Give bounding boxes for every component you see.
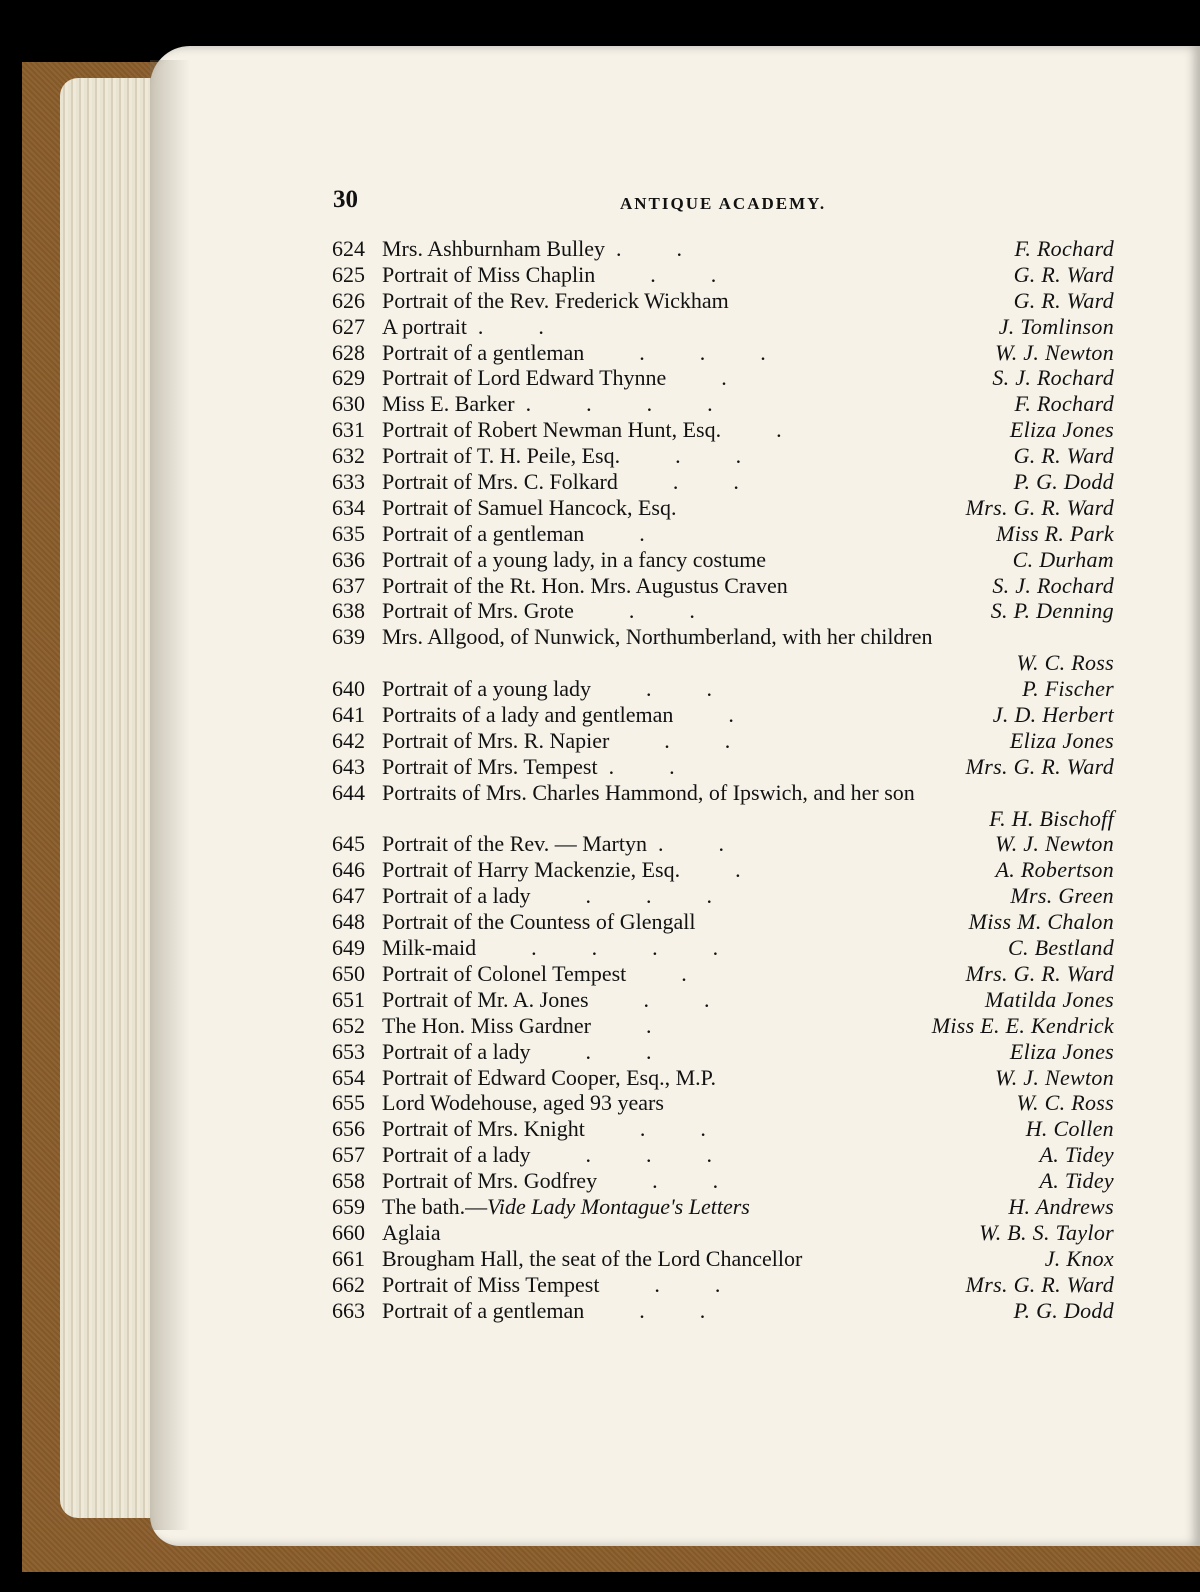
entry-number: 650 (332, 960, 365, 986)
entry-title: Portrait of Mrs. Tempest . . (382, 753, 675, 779)
entry-title: Portrait of Robert Newman Hunt, Esq. . (382, 417, 782, 443)
entry-title: Milk-maid . . . . (382, 935, 719, 961)
entry-artist: Eliza Jones (1009, 417, 1114, 443)
entry-artist: W. J. Newton (995, 1064, 1114, 1090)
entry-artist: Miss R. Park (996, 520, 1114, 546)
entry-title: Portrait of a lady . . (382, 1038, 652, 1064)
entry-artist: F. Rochard (1014, 236, 1114, 261)
entry-number: 658 (332, 1168, 365, 1194)
entry-number: 662 (332, 1271, 365, 1297)
entry-title: Portrait of a gentleman . (382, 520, 645, 546)
catalogue-entry (332, 806, 1114, 832)
entry-artist: H. Collen (1025, 1116, 1114, 1142)
catalogue-entry (332, 1246, 1114, 1272)
entry-number: 629 (332, 365, 365, 391)
entry-title: Portrait of a young lady, in a fancy costume (382, 546, 767, 572)
catalogue-entry (332, 573, 1114, 599)
catalogue-entry (332, 624, 1114, 650)
entry-title: Portrait of the Rev. — Martyn . . (382, 831, 724, 857)
entry-title: Portrait of the Rev. Frederick Wickham (382, 287, 729, 313)
entry-artist: S. J. Rochard (992, 365, 1114, 391)
entry-number: 660 (332, 1219, 365, 1245)
entry-number: 647 (332, 883, 365, 909)
entry-artist: Mrs. Green (1010, 883, 1114, 909)
entry-artist: C. Durham (1012, 546, 1114, 572)
catalogue-entry (332, 521, 1114, 547)
entry-title: Portrait of Miss Tempest . . (382, 1271, 721, 1297)
entry-artist: J. Knox (1044, 1245, 1114, 1271)
entry-artist: W. J. Newton (995, 831, 1114, 857)
entry-title: Portrait of a young lady . . (382, 676, 712, 702)
catalogue-entry (332, 1013, 1114, 1039)
entry-artist: Mrs. G. R. Ward (965, 494, 1114, 520)
entry-number: 640 (332, 676, 365, 702)
entry-artist: W. C. Ross (1016, 1090, 1114, 1116)
running-head: ANTIQUE ACADEMY. (620, 194, 827, 213)
entry-artist: W. B. S. Taylor (979, 1219, 1114, 1245)
catalogue-entry (332, 1298, 1114, 1324)
entry-title: Portrait of a lady . . . (382, 1142, 712, 1168)
catalogue-entry (332, 443, 1114, 469)
catalogue-entry (332, 1194, 1114, 1220)
entry-number: 659 (332, 1193, 365, 1219)
entry-title: Portrait of Harry Mackenzie, Esq. . (382, 857, 741, 883)
entry-artist: G. R. Ward (1013, 443, 1114, 469)
entry-artist: F. H. Bischoff (989, 805, 1114, 831)
entry-title: Portrait of a gentleman . . (382, 1297, 706, 1323)
catalogue-entry (332, 1065, 1114, 1091)
entry-number: 657 (332, 1142, 365, 1168)
entry-artist: C. Bestland (1008, 935, 1114, 961)
entry-title: Portrait of Colonel Tempest . (382, 960, 687, 986)
entry-artist: Miss M. Chalon (968, 909, 1114, 935)
catalogue-list (332, 236, 1114, 1323)
entry-number: 655 (332, 1090, 365, 1116)
entry-title: Portrait of Mrs. R. Napier . . (382, 727, 731, 753)
catalogue-entry (332, 288, 1114, 314)
entry-title: Portrait of the Countess of Glengall (382, 909, 696, 935)
catalogue-entry (332, 1039, 1114, 1065)
entry-title: Portrait of Miss Chaplin . . (382, 261, 717, 287)
entry-number: 649 (332, 935, 365, 961)
catalogue-entry (332, 391, 1114, 417)
catalogue-entry (332, 365, 1114, 391)
entry-number: 652 (332, 1012, 365, 1038)
entry-number: 633 (332, 469, 365, 495)
entry-number: 663 (332, 1297, 365, 1323)
catalogue-entry (332, 780, 1114, 806)
entry-number: 626 (332, 287, 365, 313)
entry-title: Mrs. Allgood, of Nunwick, Northumberland, with her children (382, 624, 933, 650)
catalogue-entry (332, 314, 1114, 340)
entry-number: 648 (332, 909, 365, 935)
entry-artist: J. D. Herbert (992, 702, 1114, 728)
catalogue-entry (332, 650, 1114, 676)
entry-artist: G. R. Ward (1013, 287, 1114, 313)
entry-number: 661 (332, 1245, 365, 1271)
entry-artist: F. Rochard (1014, 391, 1114, 417)
entry-number: 645 (332, 831, 365, 857)
entry-number: 635 (332, 520, 365, 546)
catalogue-entry (332, 495, 1114, 521)
entry-title: Portrait of Lord Edward Thynne . (382, 365, 727, 391)
entry-number: 634 (332, 494, 365, 520)
catalogue-entry (332, 702, 1114, 728)
page-number: 30 (333, 186, 358, 213)
catalogue-entry (332, 961, 1114, 987)
entry-title: Portrait of T. H. Peile, Esq. . . (382, 443, 742, 469)
entry-artist: W. J. Newton (995, 339, 1114, 365)
catalogue-entry (332, 1220, 1114, 1246)
entry-number: 631 (332, 417, 365, 443)
entry-artist: A. Tidey (1039, 1142, 1114, 1168)
catalogue-entry (332, 987, 1114, 1013)
entry-title-italic: Vide Lady Montague's Letters (487, 1193, 750, 1219)
entry-title: The bath.— (382, 1193, 488, 1219)
entry-title: The Hon. Miss Gardner . (382, 1012, 652, 1038)
entry-number: 639 (332, 624, 365, 650)
catalogue-entry (332, 1116, 1114, 1142)
entry-title: Portrait of Samuel Hancock, Esq. (382, 494, 677, 520)
entry-number: 646 (332, 857, 365, 883)
entry-artist: P. G. Dodd (1013, 1297, 1114, 1323)
entry-artist: Eliza Jones (1009, 1038, 1114, 1064)
entry-title: Portraits of a lady and gentleman . (382, 702, 734, 728)
catalogue-entry (332, 935, 1114, 961)
entry-number: 627 (332, 313, 365, 339)
entry-title: Brougham Hall, the seat of the Lord Chancellor (382, 1245, 803, 1271)
entry-title: Portraits of Mrs. Charles Hammond, of Ipswich, and her son (382, 779, 915, 805)
catalogue-entry (332, 1090, 1114, 1116)
entry-artist: H. Andrews (1008, 1193, 1114, 1219)
entry-artist: Miss E. E. Kendrick (931, 1012, 1114, 1038)
entry-artist: P. G. Dodd (1013, 469, 1114, 495)
catalogue-entry (332, 417, 1114, 443)
entry-title: Portrait of Edward Cooper, Esq., M.P. (382, 1064, 716, 1090)
entry-title: Portrait of the Rt. Hon. Mrs. Augustus Craven (382, 572, 788, 598)
entry-title: Portrait of Mrs. Knight . . (382, 1116, 706, 1142)
entry-number: 643 (332, 753, 365, 779)
catalogue-entry (332, 236, 1114, 262)
entry-number: 642 (332, 727, 365, 753)
entry-number: 651 (332, 986, 365, 1012)
entry-artist: Eliza Jones (1009, 727, 1114, 753)
catalogue-entry (332, 340, 1114, 366)
entry-artist: J. Tomlinson (998, 313, 1114, 339)
entry-artist: P. Fischer (1022, 676, 1114, 702)
entry-artist: S. J. Rochard (992, 572, 1114, 598)
entry-number: 641 (332, 702, 365, 728)
entry-artist: Mrs. G. R. Ward (965, 1271, 1114, 1297)
catalogue-entry (332, 1142, 1114, 1168)
entry-title: Portrait of Mrs. C. Folkard . . (382, 469, 739, 495)
catalogue-entry (332, 754, 1114, 780)
page-gutter-shadow (150, 60, 190, 1530)
entry-artist: W. C. Ross (1016, 650, 1114, 676)
catalogue-entry (332, 547, 1114, 573)
entry-title: Miss E. Barker . . . . (382, 391, 713, 417)
catalogue-entry (332, 883, 1114, 909)
catalogue-entry (332, 676, 1114, 702)
entry-number: 644 (332, 779, 365, 805)
entry-title: Mrs. Ashburnham Bulley . . (382, 236, 683, 261)
catalogue-entry (332, 469, 1114, 495)
entry-artist: Mrs. G. R. Ward (965, 960, 1114, 986)
entry-number: 625 (332, 261, 365, 287)
catalogue-entry (332, 598, 1114, 624)
entry-title: Portrait of a gentleman . . . (382, 339, 766, 365)
entry-artist: A. Tidey (1039, 1168, 1114, 1194)
entry-title: Portrait of a lady . . . (382, 883, 712, 909)
catalogue-entry (332, 1272, 1114, 1298)
entry-number: 637 (332, 572, 365, 598)
entry-artist: Mrs. G. R. Ward (965, 753, 1114, 779)
entry-artist: S. P. Denning (990, 598, 1114, 624)
catalogue-entry (332, 909, 1114, 935)
catalogue-entry (332, 262, 1114, 288)
entry-title: Aglaia (382, 1219, 441, 1245)
catalogue-entry (332, 728, 1114, 754)
entry-title: Portrait of Mrs. Godfrey . . (382, 1168, 719, 1194)
entry-title: Portrait of Mr. A. Jones . . (382, 986, 710, 1012)
entry-title: Portrait of Mrs. Grote . . (382, 598, 695, 624)
entry-artist: A. Robertson (995, 857, 1114, 883)
entry-number: 654 (332, 1064, 365, 1090)
catalogue-entry (332, 831, 1114, 857)
entry-number: 632 (332, 443, 365, 469)
entry-number: 630 (332, 391, 365, 417)
entry-artist: G. R. Ward (1013, 261, 1114, 287)
catalogue-entry (332, 857, 1114, 883)
entry-number: 656 (332, 1116, 365, 1142)
entry-number: 636 (332, 546, 365, 572)
entry-title: Lord Wodehouse, aged 93 years (382, 1090, 664, 1116)
entry-title: A portrait . . (382, 313, 544, 339)
catalogue-entry (332, 1168, 1114, 1194)
entry-artist: Matilda Jones (984, 986, 1114, 1012)
entry-number: 624 (332, 236, 365, 261)
entry-number: 628 (332, 339, 365, 365)
entry-number: 638 (332, 598, 365, 624)
entry-number: 653 (332, 1038, 365, 1064)
